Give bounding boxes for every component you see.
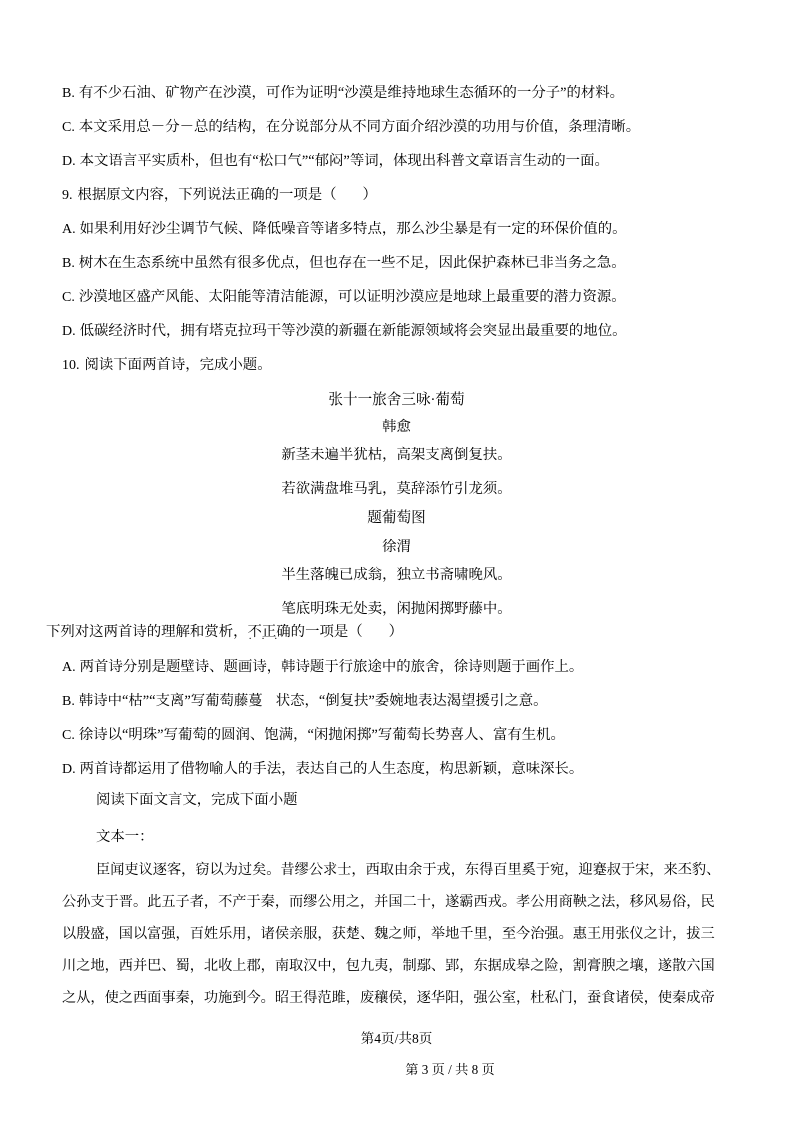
option-label: B. [62, 256, 75, 271]
option-item [62, 86, 624, 101]
option-text: 韩诗中“枯”“支离”写葡萄藤蔓 [78, 693, 263, 709]
option-text: 本文采用总－分－总的结构，在分说部分从不同方面介绍沙漠的功用与价值，条理清晰。 [78, 119, 641, 135]
option-text: 本文语言平实质朴，但也有“松口气”“郁闷”等词，体现出科普文章语言生动的一面。 [79, 153, 609, 169]
option-item [62, 120, 640, 135]
option-item [62, 324, 626, 339]
poem-author: 徐渭 [382, 539, 411, 555]
option-text: 沙漠地区盛产风能、太阳能等清洁能源，可以证明沙漠应是地球上最重要的潜力资源。 [78, 289, 626, 305]
classical-body-line: 臣闻吏议逐客，窃以为过矣。昔缪公求士，西取由余于戎，东得百里奚于宛，迎蹇叔于宋，来丕豹、 [96, 862, 721, 878]
poem-line: 半生落魄已成翁，独立书斋啸晚风。 [281, 567, 512, 583]
poem-line: 若欲满盘堆马乳，莫辞添竹引龙须。 [281, 481, 512, 497]
poem-title: 题葡萄图 [367, 510, 426, 526]
poem-line: 笔底明珠无处卖，闲抛闲掷野藤中。 [281, 601, 512, 617]
poem-title: 张十一旅舍三咏·葡萄 [328, 392, 465, 408]
option-item [62, 762, 583, 777]
question-stem-close: ） [362, 187, 377, 203]
option-label: D. [62, 324, 76, 339]
option-label: D. [62, 154, 76, 169]
option-text: 有不少石油、矿物产在沙漠，可作为证明“沙漠是维持地球生态循环的一分子”的材料。 [78, 85, 625, 101]
classical-body-line: 以殷盛，国以富强，百姓乐用，诸侯亲服，获楚、魏之师，举地千里，至今治强。惠王用张仪之计，拔三 [62, 926, 715, 942]
question-instruction: 阅读下面两首诗，完成小题。 [84, 357, 272, 373]
question-number: 10. [62, 358, 80, 373]
option-label: C. [62, 120, 75, 135]
option-text: 两首诗分别是题壁诗、题画诗，韩诗题于行旅途中的旅舍，徐诗则题于画作上。 [79, 659, 584, 675]
text-label: 文本一： [96, 829, 154, 845]
option-item [62, 222, 626, 237]
option-text: 徐诗以“明珠”写葡萄的圆润、饱满，“闲抛闲掷”写葡萄长势喜人、富有生机。 [78, 727, 565, 743]
prompt-lead: 下列对这两首诗的理解和赏析， [46, 624, 248, 640]
classical-body-line: 之从，使之西面事秦，功施到今。昭王得范雎，废穰侯，逐华阳，强公室，杜私门，蚕食诸侯，使秦成帝 [62, 990, 715, 1006]
option-text: 如果利用好沙尘调节气候、降低噪音等诸多特点，那么沙尘暴是有一定的环保价值的。 [79, 221, 627, 237]
classical-body-line: 公孙支于晋。此五子者，不产于秦，而缪公用之，并国二十，遂霸西戎。孝公用商鞅之法，移风易俗，民 [62, 894, 715, 910]
option-label: B. [62, 86, 75, 101]
question-10-prompt [46, 625, 403, 639]
question-10-stem [62, 358, 272, 373]
option-label: D. [62, 762, 76, 777]
classical-instruction: 阅读下面文言文，完成下面小题 [96, 792, 298, 808]
page-footer-primary: 第4页/共8页 [360, 1031, 433, 1046]
question-9-stem [62, 188, 377, 203]
prompt-tail: 的一项是（ [290, 624, 363, 640]
option-item [62, 154, 609, 169]
page-footer-secondary: 第 3 页 / 共 8 页 [405, 1062, 495, 1077]
prompt-emphasis: 不正确 · · · [247, 624, 290, 640]
option-item [62, 290, 626, 305]
option-label: A. [62, 222, 76, 237]
option-item [62, 728, 565, 743]
question-stem-text: 根据原文内容，下列说法正确的一项是（ [77, 187, 337, 203]
option-text: 两首诗都运用了借物喻人的手法，表达自己的人生态度，构思新颖，意味深长。 [79, 761, 584, 777]
question-number: 9. [62, 188, 73, 203]
poem-line: 新茎未遍半犹枯，高架支离倒复扶。 [281, 447, 512, 463]
option-label: A. [62, 660, 76, 675]
option-text-cont: 状态，“倒复扶”委婉地表达渴望援引之意。 [275, 693, 548, 709]
classical-body-line: 川之地，西并巴、蜀，北收上郡，南取汉中，包九夷，制鄢、郢，东据成皋之险，割膏腴之壤，遂散六国 [62, 958, 715, 974]
option-label: C. [62, 290, 75, 305]
prompt-close: ） [388, 624, 404, 640]
option-item [62, 256, 626, 271]
option-label: C. [62, 728, 75, 743]
option-text: 树木在生态系统中虽然有很多优点，但也存在一些不足，因此保护森林已非当务之急。 [78, 255, 626, 271]
option-text: 低碳经济时代，拥有塔克拉玛干等沙漠的新疆在新能源领域将会突显出最重要的地位。 [79, 323, 627, 339]
option-item [62, 694, 548, 709]
option-item [62, 660, 583, 675]
option-label: B. [62, 694, 75, 709]
poem-author: 韩愈 [382, 419, 411, 435]
